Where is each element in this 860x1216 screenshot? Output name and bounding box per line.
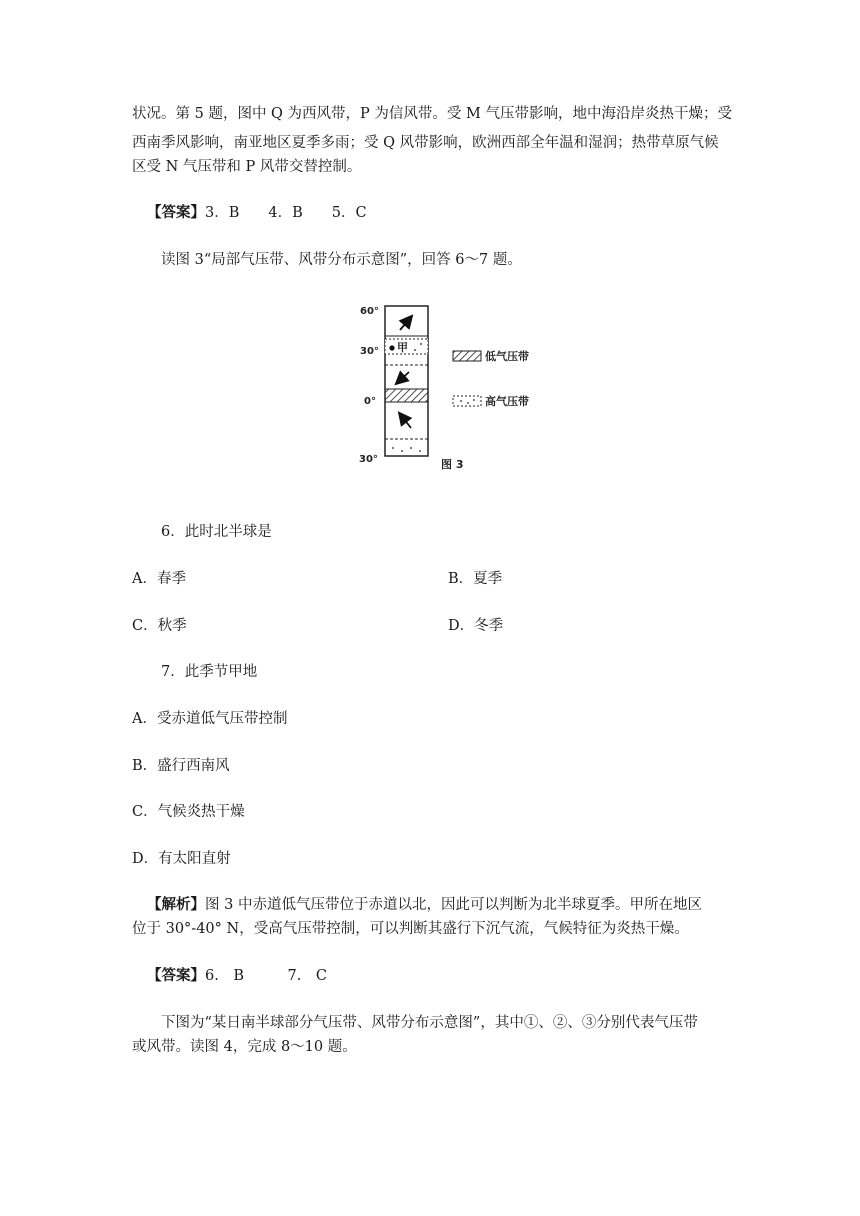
legend-low-label: 低气压带	[485, 350, 529, 363]
lat-label-60: 60°	[360, 306, 379, 317]
q7-option-a: A．受赤道低气压带控制	[132, 711, 288, 727]
answer-line-1	[147, 203, 367, 223]
q6-option-a: A．春季	[132, 571, 186, 587]
para1-line3: 区受 N 气压带和 P 风带交替控制。	[132, 159, 362, 175]
analysis-label: 【解析】	[147, 896, 205, 913]
q6-option-d: D．冬季	[448, 618, 504, 634]
column-frame	[385, 306, 428, 456]
q7-option-c: C．气候炎热干燥	[132, 804, 245, 820]
q6-option-c: C．秋季	[132, 618, 187, 634]
analysis-text-1: 图 3 中赤道低气压带位于赤道以北，因此可以判断为北半球夏季。甲所在地区	[205, 897, 702, 913]
q6-option-b: B．夏季	[448, 571, 503, 587]
legend-low-swatch	[453, 351, 481, 361]
answer2-text: 6. B 7. C	[205, 968, 327, 984]
lat-label-0: 0°	[364, 396, 376, 407]
para1-line1: 状况。第 5 题，图中 Q 为西风带，P 为信风带。受 M 气压带影响，地中海沿岸炎热干燥；受	[132, 106, 732, 122]
answer-label: 【答案】	[147, 204, 205, 221]
low-pressure-band	[385, 389, 428, 402]
figure3-intro: 读图 3“局部气压带、风带分布示意图”，回答 6～7 题。	[161, 252, 522, 268]
legend-high-label: 高气压带	[485, 395, 529, 408]
figure4-intro-line2: 或风带。读图 4，完成 8～10 题。	[132, 1039, 357, 1055]
q7-stem: 7．此季节甲地	[161, 664, 258, 680]
figure-3-diagram	[355, 302, 535, 472]
q7-option-b: B．盛行西南风	[132, 758, 230, 774]
answer-line-2	[147, 966, 327, 986]
figure4-intro-line1: 下图为“某日南半球部分气压带、风带分布示意图”，其中①、②、③分别代表气压带	[161, 1015, 698, 1031]
lat-label-30n: 30°	[360, 346, 379, 357]
jia-location-dot	[389, 345, 394, 350]
analysis-line-1	[147, 895, 702, 915]
answer-text: 3．B 4．B 5．C	[205, 205, 367, 221]
para1-line2: 西南季风影响，南亚地区夏季多雨；受 Q 风带影响，欧洲西部全年温和湿润；热带草原气候	[132, 135, 719, 151]
q7-option-d: D．有太阳直射	[132, 851, 231, 867]
q6-stem: 6．此时北半球是	[161, 524, 272, 540]
figure-3-svg	[355, 302, 535, 472]
analysis-line-2: 位于 30°-40° N，受高气压带控制，可以判断其盛行下沉气流，气候特征为炎热干燥。	[132, 921, 689, 937]
jia-label: 甲	[397, 341, 408, 354]
figure-caption: 图 3	[441, 458, 464, 471]
answer2-label: 【答案】	[147, 967, 205, 984]
legend-high-swatch	[453, 396, 481, 406]
lat-label-30s: 30°	[359, 454, 378, 465]
